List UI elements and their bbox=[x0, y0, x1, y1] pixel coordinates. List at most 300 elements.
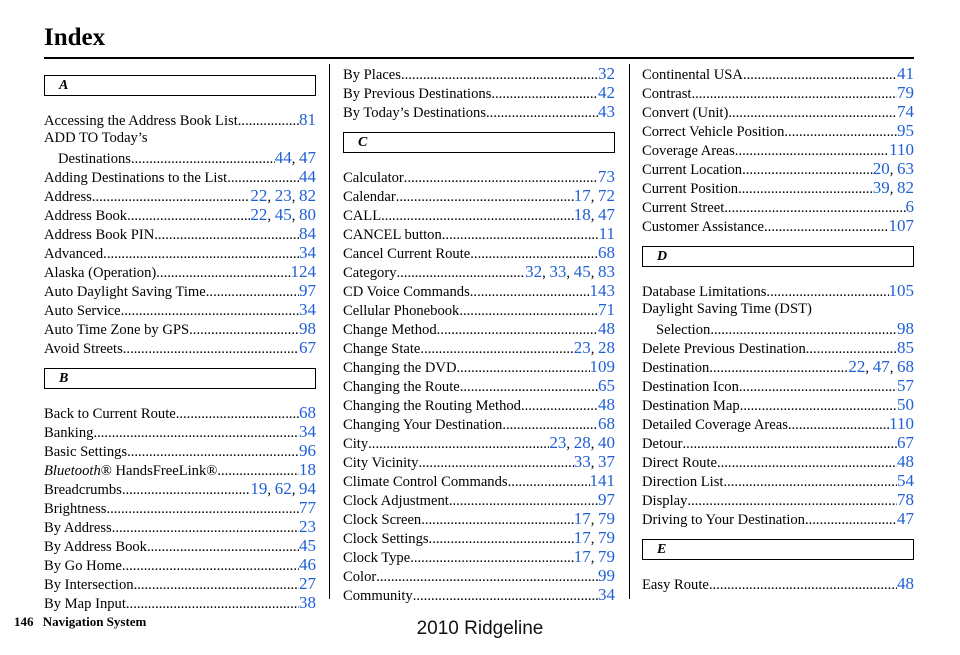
index-term: Direct Route bbox=[642, 455, 717, 471]
index-term: Auto Service bbox=[44, 303, 121, 319]
dot-leader bbox=[410, 549, 573, 568]
index-term: Address bbox=[44, 189, 92, 205]
page-number: 146 bbox=[14, 614, 34, 629]
index-term: Advanced bbox=[44, 246, 104, 262]
dot-leader bbox=[112, 519, 299, 538]
index-term: Driving to Your Destination bbox=[642, 512, 805, 528]
page-references bbox=[250, 186, 316, 207]
page-link[interactable]: 23 bbox=[274, 186, 292, 205]
dot-leader bbox=[206, 283, 299, 302]
index-entry bbox=[44, 319, 316, 338]
index-section bbox=[642, 539, 914, 593]
page-link[interactable]: 41 bbox=[897, 64, 914, 83]
page-references bbox=[598, 83, 615, 104]
index-entry bbox=[642, 574, 914, 593]
page-references bbox=[299, 574, 316, 595]
index-term: Clock Type bbox=[343, 550, 411, 566]
page-link[interactable]: 18 bbox=[573, 205, 591, 224]
index-entry bbox=[44, 498, 316, 517]
dot-leader bbox=[805, 511, 897, 530]
index-entry bbox=[642, 433, 914, 452]
page-references bbox=[299, 517, 316, 538]
page-link[interactable]: 34 bbox=[299, 300, 316, 319]
index-entry bbox=[343, 243, 615, 262]
page-link[interactable]: 77 bbox=[299, 498, 316, 517]
index-entry bbox=[642, 376, 914, 395]
index-entry bbox=[343, 167, 615, 186]
page-link[interactable]: 95 bbox=[897, 121, 914, 140]
index-term: Climate Control Commands bbox=[343, 474, 508, 490]
page-separator: , bbox=[590, 436, 598, 452]
page-link[interactable]: 44 bbox=[299, 167, 316, 186]
dot-leader bbox=[381, 207, 574, 226]
page-link[interactable]: 109 bbox=[589, 357, 615, 376]
page-references bbox=[598, 376, 615, 397]
index-entry bbox=[44, 243, 316, 262]
index-entry bbox=[343, 566, 615, 585]
page-link[interactable]: 40 bbox=[598, 433, 615, 452]
page-references bbox=[897, 433, 914, 454]
page-references bbox=[897, 376, 914, 397]
page-link[interactable]: 110 bbox=[889, 414, 914, 433]
page-link[interactable]: 19 bbox=[250, 479, 268, 498]
index-entry bbox=[44, 110, 316, 129]
page-title: Index bbox=[44, 24, 106, 51]
page-separator: , bbox=[267, 189, 275, 205]
index-entry bbox=[44, 517, 316, 536]
section-letter-heading: E bbox=[642, 539, 914, 560]
page-link[interactable]: 68 bbox=[598, 414, 615, 433]
index-entry bbox=[343, 224, 615, 243]
page-references bbox=[590, 471, 616, 492]
page-separator: , bbox=[566, 265, 574, 281]
page-link[interactable]: 68 bbox=[897, 357, 914, 376]
index-entry bbox=[343, 338, 615, 357]
dot-leader bbox=[376, 568, 598, 587]
page-references bbox=[598, 566, 615, 587]
page-references bbox=[299, 110, 316, 131]
dot-leader bbox=[418, 454, 573, 473]
index-term: City bbox=[343, 436, 369, 452]
page-link[interactable]: 82 bbox=[299, 186, 316, 205]
page-link[interactable]: 38 bbox=[299, 593, 316, 612]
dot-leader bbox=[404, 169, 598, 188]
dot-leader bbox=[709, 576, 897, 595]
page-link[interactable]: 34 bbox=[598, 585, 615, 604]
page-link[interactable]: 6 bbox=[905, 197, 914, 216]
page-link[interactable]: 94 bbox=[299, 479, 316, 498]
dot-leader bbox=[134, 576, 299, 595]
page-references bbox=[889, 281, 915, 302]
index-entry bbox=[44, 593, 316, 612]
dot-leader bbox=[521, 397, 598, 416]
page-references bbox=[897, 574, 914, 595]
index-entry bbox=[642, 414, 914, 433]
page-link[interactable]: 23 bbox=[299, 517, 316, 536]
page-link[interactable]: 62 bbox=[274, 479, 292, 498]
page-link[interactable]: 73 bbox=[598, 167, 615, 186]
index-term: CANCEL button bbox=[343, 227, 442, 243]
index-entry bbox=[343, 547, 615, 566]
index-term: Auto Daylight Saving Time bbox=[44, 284, 206, 300]
index-entry bbox=[343, 471, 615, 490]
dot-leader bbox=[420, 340, 573, 359]
index-entry bbox=[44, 262, 316, 281]
index-entry bbox=[44, 281, 316, 300]
page-link[interactable]: 34 bbox=[299, 243, 316, 262]
page-link[interactable]: 27 bbox=[299, 574, 316, 593]
page-references bbox=[299, 243, 316, 264]
page-references bbox=[299, 281, 316, 302]
index-column-3 bbox=[642, 64, 914, 599]
page-link[interactable]: 68 bbox=[598, 243, 615, 262]
index-term: Database Limitations bbox=[642, 284, 767, 300]
dot-leader bbox=[238, 112, 299, 131]
page-link[interactable]: 48 bbox=[897, 452, 914, 471]
page-references bbox=[299, 224, 316, 245]
dot-leader bbox=[723, 473, 897, 492]
index-entry bbox=[343, 376, 615, 395]
index-term: By Map Input bbox=[44, 596, 126, 612]
dot-leader bbox=[742, 161, 873, 180]
page-link[interactable]: 45 bbox=[274, 205, 292, 224]
page-link[interactable]: 78 bbox=[897, 490, 914, 509]
page-link[interactable]: 22 bbox=[250, 205, 268, 224]
section-letter-heading: C bbox=[343, 132, 615, 153]
dot-leader bbox=[442, 226, 599, 245]
index-term: Clock Settings bbox=[343, 531, 429, 547]
dot-leader bbox=[368, 435, 549, 454]
page-link[interactable]: 97 bbox=[598, 490, 615, 509]
page-references bbox=[897, 338, 914, 359]
page-link[interactable]: 39 bbox=[872, 178, 890, 197]
page-link[interactable]: 82 bbox=[897, 178, 914, 197]
index-term: City Vicinity bbox=[343, 455, 419, 471]
page-references bbox=[598, 395, 615, 416]
page-references bbox=[598, 585, 615, 606]
index-entry bbox=[343, 205, 615, 224]
page-link[interactable]: 141 bbox=[589, 471, 615, 490]
page-link[interactable]: 32 bbox=[525, 262, 543, 281]
page-references bbox=[897, 121, 914, 142]
index-term: Current Street bbox=[642, 200, 725, 216]
dot-leader bbox=[491, 85, 598, 104]
index-entry bbox=[44, 129, 316, 148]
index-entry bbox=[343, 395, 615, 414]
page-references bbox=[299, 536, 316, 557]
page-link[interactable]: 42 bbox=[598, 83, 615, 102]
index-entry bbox=[343, 490, 615, 509]
page-link[interactable]: 17 bbox=[573, 186, 591, 205]
page-link[interactable]: 48 bbox=[598, 319, 615, 338]
page-link[interactable]: 85 bbox=[897, 338, 914, 357]
dot-leader bbox=[103, 245, 299, 264]
page-link[interactable]: 28 bbox=[598, 338, 615, 357]
page-references bbox=[299, 555, 316, 576]
page-link[interactable]: 67 bbox=[299, 338, 316, 357]
dot-leader bbox=[176, 405, 299, 424]
dot-leader bbox=[743, 66, 897, 85]
index-entry bbox=[343, 281, 615, 300]
index-entry bbox=[44, 460, 316, 479]
page-link[interactable]: 46 bbox=[299, 555, 316, 574]
index-entry bbox=[44, 555, 316, 574]
dot-leader bbox=[396, 188, 574, 207]
page-references bbox=[574, 509, 615, 530]
index-entry bbox=[44, 205, 316, 224]
index-term bbox=[44, 462, 217, 481]
index-entry bbox=[44, 441, 316, 460]
dot-leader bbox=[147, 538, 299, 557]
page-link[interactable]: 47 bbox=[299, 148, 316, 167]
page-link[interactable]: 57 bbox=[897, 376, 914, 395]
index-term: Clock Adjustment bbox=[343, 493, 449, 509]
title-rule bbox=[44, 57, 914, 59]
index-entry bbox=[642, 338, 914, 357]
page-link[interactable]: 107 bbox=[888, 216, 914, 235]
index-section bbox=[642, 64, 914, 235]
index-entry bbox=[343, 414, 615, 433]
section-letter-heading: D bbox=[642, 246, 914, 267]
index-term: Address Book PIN bbox=[44, 227, 155, 243]
page-separator: , bbox=[291, 151, 299, 167]
column-divider bbox=[329, 64, 330, 599]
page-references bbox=[897, 452, 914, 473]
page-link[interactable]: 79 bbox=[598, 528, 615, 547]
index-term: By Today’s Destinations bbox=[343, 105, 487, 121]
index-term: Destination Map bbox=[642, 398, 740, 414]
page-link[interactable]: 34 bbox=[299, 422, 316, 441]
index-term: Continental USA bbox=[642, 67, 743, 83]
page-separator: , bbox=[590, 189, 598, 205]
index-term: CD Voice Commands bbox=[343, 284, 470, 300]
page-link[interactable]: 65 bbox=[598, 376, 615, 395]
index-term: Calendar bbox=[343, 189, 396, 205]
section-letter-heading: A bbox=[44, 75, 316, 96]
page-link[interactable]: 67 bbox=[897, 433, 914, 452]
page-references bbox=[598, 300, 615, 321]
page-separator: , bbox=[889, 162, 897, 178]
page-references bbox=[574, 186, 615, 207]
page-link[interactable]: 98 bbox=[897, 319, 914, 338]
page-link[interactable]: 11 bbox=[598, 224, 615, 243]
index-term: Correct Vehicle Position bbox=[642, 124, 785, 140]
page-link[interactable]: 20 bbox=[872, 159, 890, 178]
index-term: Accessing the Address Book List bbox=[44, 113, 238, 129]
dot-leader bbox=[429, 530, 574, 549]
page-separator: , bbox=[267, 482, 275, 498]
index-term: Destinations bbox=[58, 151, 131, 167]
dot-leader bbox=[687, 492, 897, 511]
index-term: Current Position bbox=[642, 181, 739, 197]
dot-leader bbox=[683, 435, 897, 454]
page-link[interactable]: 18 bbox=[299, 460, 316, 479]
page-link[interactable]: 98 bbox=[299, 319, 316, 338]
page-references bbox=[574, 205, 615, 226]
page-link[interactable]: 28 bbox=[573, 433, 591, 452]
index-term: Change Method bbox=[343, 322, 437, 338]
index-term: Cancel Current Route bbox=[343, 246, 471, 262]
index-term: Coverage Areas bbox=[642, 143, 735, 159]
page-references bbox=[590, 357, 616, 378]
page-link[interactable]: 17 bbox=[573, 528, 591, 547]
page-references bbox=[889, 414, 914, 435]
page-link[interactable]: 83 bbox=[598, 262, 615, 281]
page-link[interactable]: 33 bbox=[573, 452, 591, 471]
index-term: Destination bbox=[642, 360, 710, 376]
index-section bbox=[642, 246, 914, 528]
dot-leader bbox=[122, 557, 299, 576]
section-name: Navigation System bbox=[42, 614, 147, 629]
page-references bbox=[299, 593, 316, 614]
page-link[interactable]: 48 bbox=[598, 395, 615, 414]
page-references bbox=[275, 148, 316, 169]
index-term: Destination Icon bbox=[642, 379, 739, 395]
page-link[interactable]: 23 bbox=[573, 338, 591, 357]
index-entry bbox=[44, 574, 316, 593]
page-link[interactable]: 45 bbox=[573, 262, 591, 281]
index-term: Changing Your Destination bbox=[343, 417, 503, 433]
page-link[interactable]: 47 bbox=[598, 205, 615, 224]
index-term: Back to Current Route bbox=[44, 406, 176, 422]
index-entry bbox=[343, 262, 615, 281]
dot-leader bbox=[127, 443, 299, 462]
index-entry bbox=[343, 319, 615, 338]
page-references bbox=[897, 319, 914, 340]
index-term: By Address bbox=[44, 520, 112, 536]
page-link[interactable]: 97 bbox=[299, 281, 316, 300]
index-entry bbox=[44, 300, 316, 319]
page-link[interactable]: 22 bbox=[848, 357, 866, 376]
dot-leader bbox=[460, 378, 598, 397]
page-link[interactable]: 124 bbox=[290, 262, 316, 281]
page-separator: , bbox=[590, 208, 598, 224]
page-link[interactable]: 79 bbox=[897, 83, 914, 102]
index-column-1 bbox=[44, 64, 316, 618]
page-link[interactable]: 17 bbox=[573, 509, 591, 528]
dot-leader bbox=[126, 595, 299, 614]
dot-leader bbox=[764, 218, 888, 237]
page-link[interactable]: 68 bbox=[299, 403, 316, 422]
index-term: By Places bbox=[343, 67, 401, 83]
dot-leader bbox=[709, 359, 848, 378]
dot-leader bbox=[106, 500, 299, 519]
page-link[interactable]: 143 bbox=[589, 281, 615, 300]
page-link[interactable]: 50 bbox=[897, 395, 914, 414]
page-references bbox=[598, 414, 615, 435]
page-link[interactable]: 110 bbox=[889, 140, 914, 159]
page-link[interactable]: 81 bbox=[299, 110, 316, 129]
index-term: Color bbox=[343, 569, 377, 585]
index-term: Easy Route bbox=[642, 577, 709, 593]
page-separator: , bbox=[590, 341, 598, 357]
index-term: CALL bbox=[343, 208, 382, 224]
index-term: Contrast bbox=[642, 86, 692, 102]
page-link[interactable]: 32 bbox=[598, 64, 615, 83]
page-references bbox=[574, 452, 615, 473]
page-references bbox=[897, 490, 914, 511]
dot-leader bbox=[717, 454, 897, 473]
index-term: By Go Home bbox=[44, 558, 122, 574]
index-term: Customer Assistance bbox=[642, 219, 765, 235]
page-link[interactable]: 47 bbox=[897, 509, 914, 528]
page-link[interactable]: 54 bbox=[897, 471, 914, 490]
index-term: Clock Screen bbox=[343, 512, 422, 528]
page-references bbox=[897, 395, 914, 416]
page-references bbox=[598, 243, 615, 264]
page-link[interactable]: 43 bbox=[598, 102, 615, 121]
page-link[interactable]: 44 bbox=[274, 148, 292, 167]
index-term: Changing the DVD bbox=[343, 360, 457, 376]
dot-leader bbox=[93, 424, 299, 443]
index-term: Address Book bbox=[44, 208, 128, 224]
dot-leader bbox=[739, 378, 897, 397]
index-entry bbox=[642, 216, 914, 235]
page-link[interactable]: 48 bbox=[897, 574, 914, 593]
page-link[interactable]: 74 bbox=[897, 102, 914, 121]
page-references bbox=[590, 281, 616, 302]
index-term: Selection bbox=[656, 322, 711, 338]
page-link[interactable]: 71 bbox=[598, 300, 615, 319]
index-entry bbox=[642, 159, 914, 178]
page-link[interactable]: 23 bbox=[549, 433, 567, 452]
page-link[interactable]: 96 bbox=[299, 441, 316, 460]
index-entry bbox=[343, 528, 615, 547]
index-term: Changing the Route bbox=[343, 379, 460, 395]
index-entry bbox=[343, 300, 615, 319]
dot-leader bbox=[459, 302, 598, 321]
dot-leader bbox=[788, 416, 889, 435]
page-link[interactable]: 22 bbox=[250, 186, 268, 205]
page-references bbox=[897, 509, 914, 530]
page-separator: , bbox=[566, 436, 574, 452]
page-link[interactable]: 105 bbox=[888, 281, 914, 300]
page-link[interactable]: 99 bbox=[598, 566, 615, 585]
dot-leader bbox=[728, 104, 897, 123]
page-link[interactable]: 17 bbox=[573, 547, 591, 566]
page-references bbox=[574, 528, 615, 549]
index-term: Display bbox=[642, 493, 688, 509]
page-references bbox=[873, 159, 914, 180]
page-references bbox=[250, 479, 316, 500]
index-term-italic: Bluetooth bbox=[44, 463, 101, 479]
page-link[interactable]: 63 bbox=[897, 159, 914, 178]
page-references bbox=[598, 319, 615, 340]
page-link[interactable]: 33 bbox=[549, 262, 567, 281]
page-link[interactable]: 72 bbox=[598, 186, 615, 205]
page-link[interactable]: 84 bbox=[299, 224, 316, 243]
index-entry bbox=[44, 422, 316, 441]
index-section bbox=[343, 64, 615, 121]
dot-leader bbox=[738, 180, 873, 199]
page-separator: , bbox=[590, 265, 598, 281]
page-link[interactable]: 37 bbox=[598, 452, 615, 471]
index-entry bbox=[343, 64, 615, 83]
page-link[interactable]: 79 bbox=[598, 547, 615, 566]
page-references bbox=[848, 357, 914, 378]
index-term: Delete Previous Destination bbox=[642, 341, 806, 357]
index-entry bbox=[642, 83, 914, 102]
index-term: By Previous Destinations bbox=[343, 86, 492, 102]
index-section bbox=[44, 75, 316, 357]
page-link[interactable]: 80 bbox=[299, 205, 316, 224]
page-references bbox=[525, 262, 615, 283]
page-link[interactable]: 79 bbox=[598, 509, 615, 528]
index-entry bbox=[642, 471, 914, 490]
page-link[interactable]: 45 bbox=[299, 536, 316, 555]
dot-leader bbox=[691, 85, 897, 104]
page-link[interactable]: 47 bbox=[872, 357, 890, 376]
